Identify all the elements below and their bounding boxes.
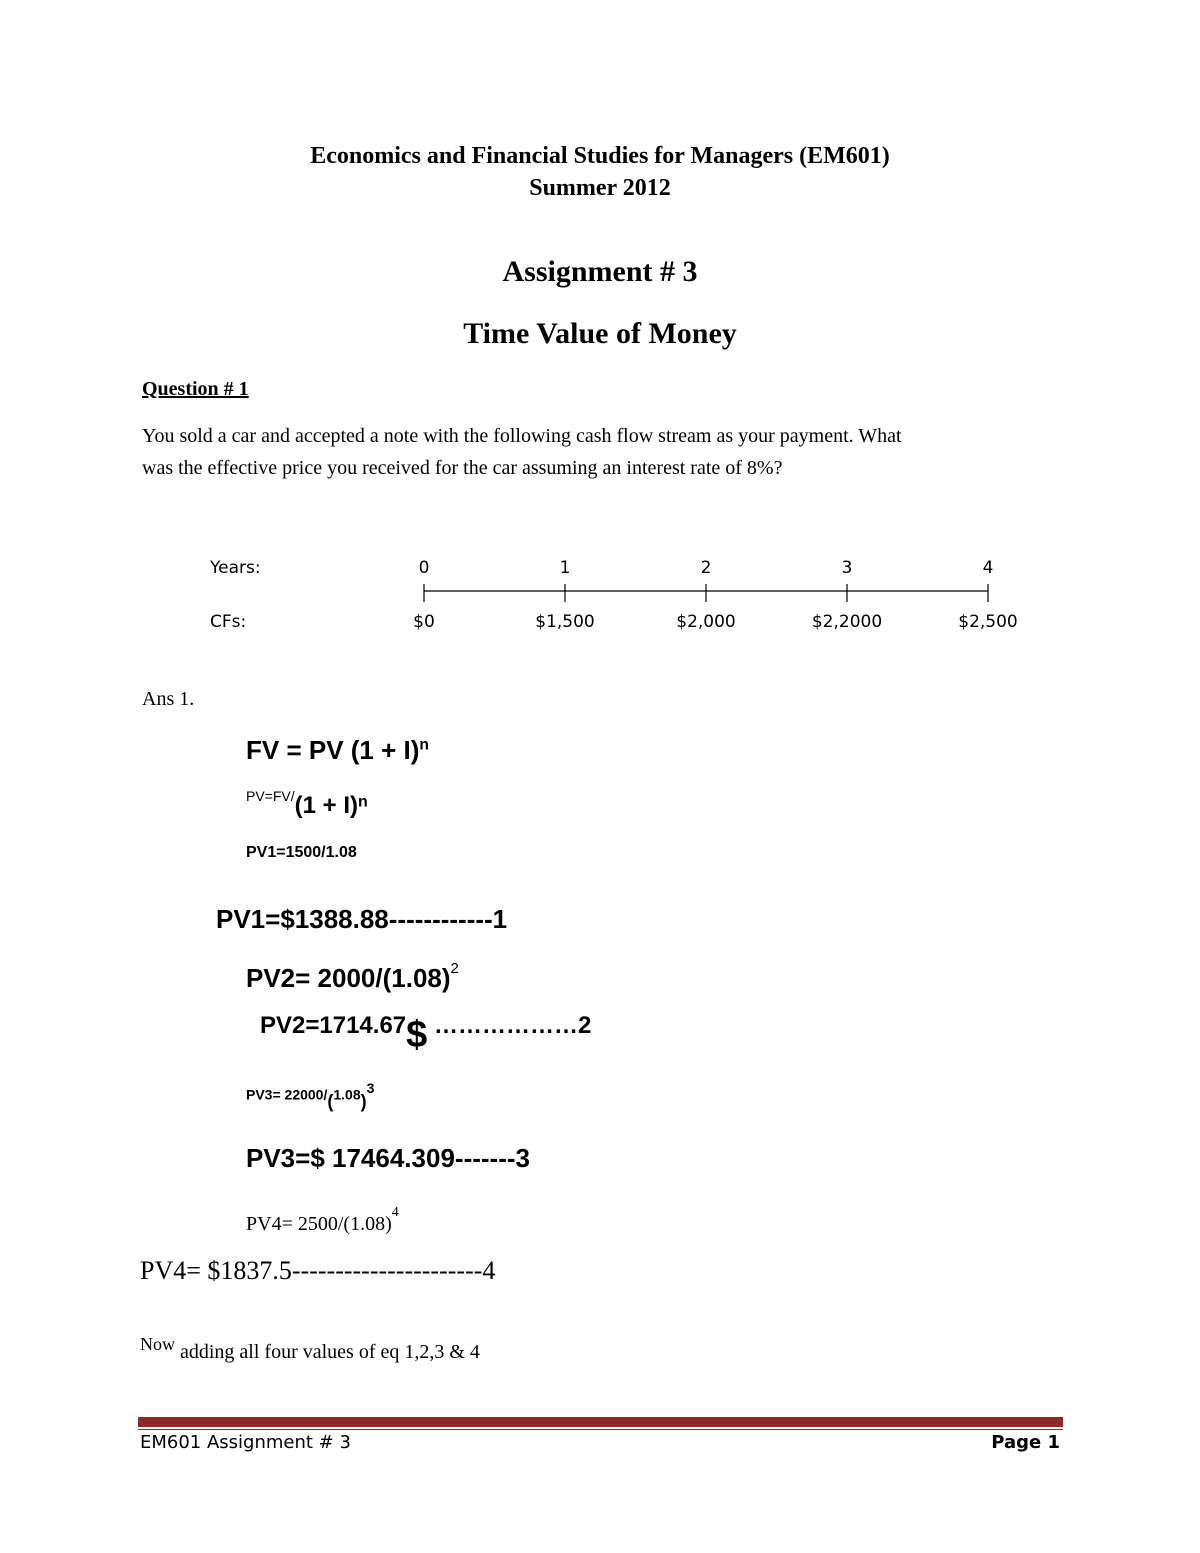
year-0: 0 [418, 558, 430, 578]
pv4-result: PV4= $1837.5----------------------4 [140, 1256, 496, 1285]
footer-rule [138, 1417, 1063, 1427]
question-text-line-1: You sold a car and accepted a note with the following cash flow stream as your payment. What [142, 425, 902, 447]
cfs-label: CFs: [210, 612, 247, 632]
pv2-calc: $PV2= 2000/(1.08)^2$ [246, 960, 459, 993]
question-text-line-2: was the effective price you received for the car assuming an interest rate of 8%? [142, 457, 783, 479]
cf-1: $1,500 [535, 612, 595, 632]
pv1-result: PV1=$1388.88------------1 [216, 904, 508, 934]
course-title: Economics and Financial Studies for Managers (EM601) [310, 143, 890, 169]
footer-page-number: Page 1 [991, 1432, 1060, 1453]
cf-2: $2,000 [676, 612, 736, 632]
pv4-calc: $PV4= 2500/(1.08)^4$ [246, 1205, 399, 1235]
fv-formula: FV = PV $(1 + I)^n$ [246, 735, 429, 765]
cf-0: $0 [413, 612, 435, 632]
year-3: 3 [841, 558, 853, 578]
term: Summer 2012 [529, 175, 671, 201]
years-label: Years: [210, 558, 261, 578]
footer-rule-thin [138, 1429, 1063, 1430]
answer-label: Ans 1. [142, 688, 195, 710]
cf-4: $2,500 [958, 612, 1018, 632]
cf-3: $2,2000 [811, 612, 883, 632]
now-adding-text: Now adding all four values of eq 1,2,3 & 4 [140, 1334, 480, 1363]
year-4: 4 [982, 558, 994, 578]
pv2-result: PV2=1714.67$ ………………2 [260, 1012, 592, 1056]
pv1-calc: PV1=1500/1.08 [246, 844, 357, 861]
assignment-title: Assignment # 3 [502, 255, 698, 288]
pv-formula: $PV=FV/(1 + I)^n$ [246, 788, 368, 819]
topic-title: Time Value of Money [463, 317, 737, 350]
year-2: 2 [700, 558, 712, 578]
footer-left: EM601 Assignment # 3 [140, 1432, 351, 1453]
year-1: 1 [559, 558, 571, 578]
pv3-result: PV3=$ 17464.309-------3 [246, 1143, 530, 1173]
pv3-calc: $PV3= 22000/(1.08)^3$ [246, 1080, 375, 1112]
question-heading: Question # 1 [142, 378, 249, 400]
timeline-axis [418, 584, 998, 606]
